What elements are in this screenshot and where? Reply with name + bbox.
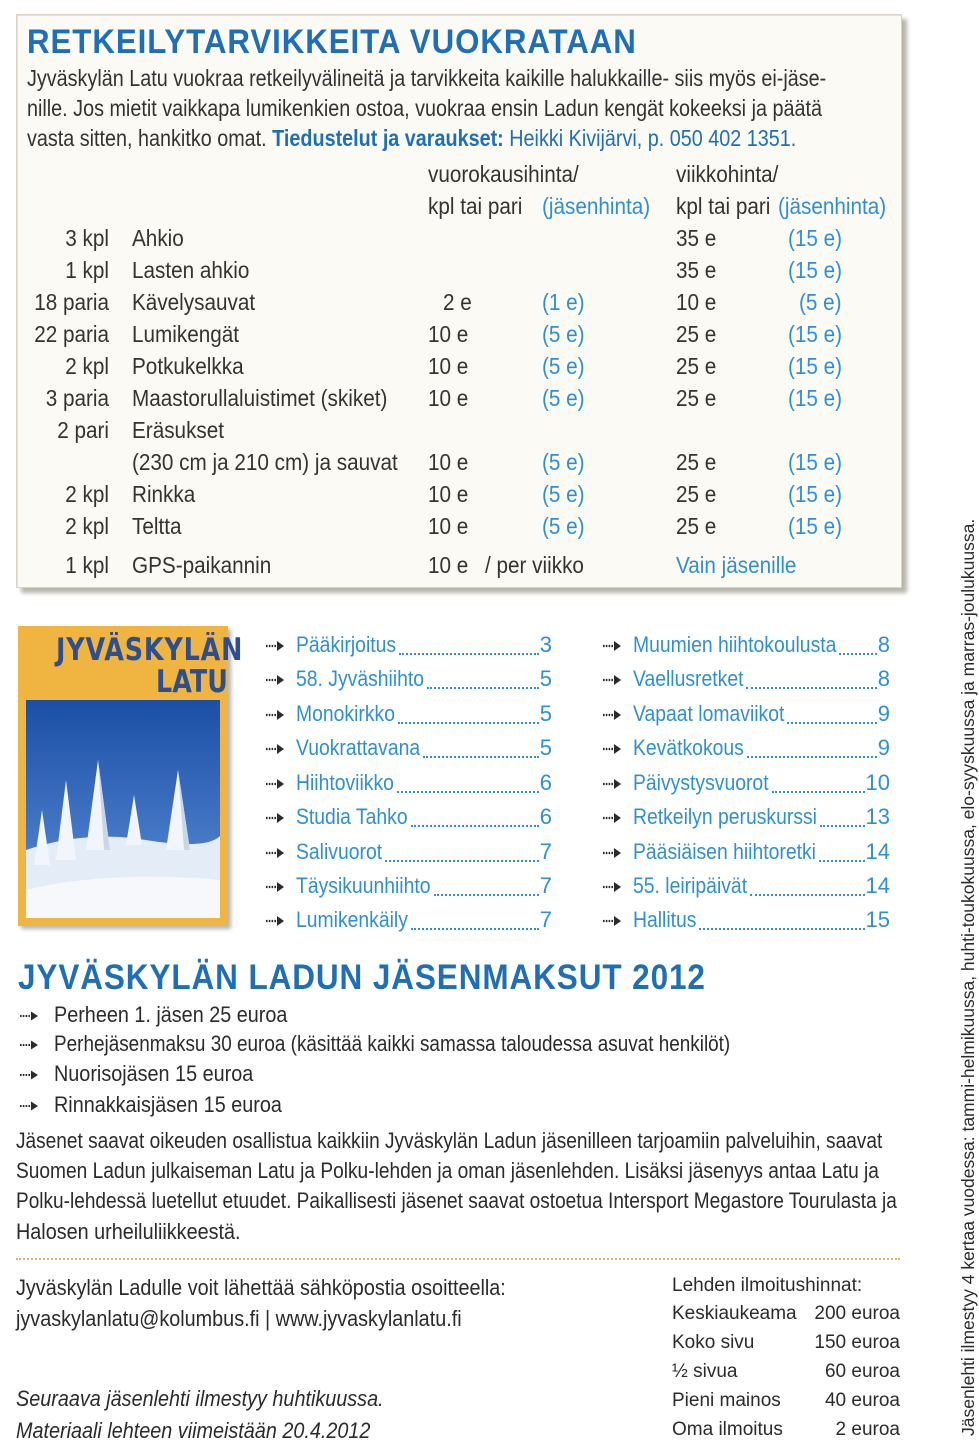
- header-daily-line2: kpl tai pari: [428, 193, 523, 219]
- toc-label: Muumien hiihtokoulusta: [633, 632, 837, 657]
- cover-title: JYVÄSKYLÄN: [56, 632, 244, 668]
- row-qty: 2 pari: [57, 417, 109, 443]
- arrow-right-icon: [601, 672, 623, 688]
- row-day-member: (5 e): [542, 481, 585, 507]
- row-qty: 3 kpl: [65, 225, 109, 251]
- row-item: (230 cm ja 210 cm) ja sauvat: [132, 449, 398, 475]
- toc-leader: [411, 804, 539, 827]
- row-qty: 2 kpl: [65, 353, 109, 379]
- toc-page-number: 9: [877, 701, 890, 726]
- toc-page-number: 5: [539, 666, 552, 691]
- arrow-right-icon: [264, 879, 286, 895]
- cover-photo: [26, 700, 220, 918]
- membership-body-line: Halosen urheiluliikkeestä.: [16, 1219, 241, 1244]
- row-qty: 22 paria: [34, 321, 110, 347]
- toc-label: Vuokrattavana: [296, 735, 421, 760]
- row-week-price: 25 e: [676, 513, 717, 539]
- ad-price: 40 euroa: [824, 1390, 900, 1411]
- row-qty: 18 paria: [34, 289, 110, 315]
- ad-type: ½ sivua: [672, 1361, 738, 1382]
- row-week-member: (15 e): [788, 225, 843, 251]
- arrow-right-icon: [601, 913, 623, 929]
- row-week-member: (15 e): [788, 321, 843, 347]
- toc-leader: [423, 735, 539, 758]
- row-item: Kävelysauvat: [132, 289, 256, 315]
- toc-page-number: 9: [877, 735, 890, 760]
- toc-page-number: 10: [865, 770, 890, 795]
- toc-page-number: 14: [865, 839, 890, 864]
- row-week-price: 35 e: [676, 257, 717, 283]
- ad-price: 2 euroa: [835, 1419, 900, 1440]
- toc-item[interactable]: [601, 632, 890, 660]
- contact-person: Heikki Kivijärvi, p. 050 402 1351.: [509, 125, 797, 151]
- row-week-price: 10 e: [676, 289, 717, 315]
- toc-item[interactable]: [264, 701, 552, 729]
- row-day-price: 10 e: [428, 321, 469, 347]
- row-day-price: 2 e: [443, 289, 472, 315]
- arrow-right-icon: [18, 1038, 40, 1052]
- ad-price: 60 euroa: [824, 1361, 900, 1382]
- row-week-price: 25 e: [676, 321, 717, 347]
- next-issue-note: Seuraava jäsenlehti ilmestyy huhtikuussa.: [16, 1386, 384, 1411]
- toc-item[interactable]: [264, 907, 552, 935]
- toc-item[interactable]: [264, 804, 552, 832]
- section-divider: [16, 1258, 900, 1260]
- toc-page-number: 14: [865, 873, 890, 898]
- arrow-right-icon: [601, 741, 623, 757]
- contact-text: Jyväskylän Ladulle voit lähettää sähköpostia osoitteella:: [16, 1275, 506, 1300]
- arrow-right-icon: [601, 638, 623, 654]
- toc-leader: [398, 701, 539, 724]
- contact-email-web[interactable]: jyvaskylanlatu@kolumbus.fi | www.jyvaskylanlatu.fi: [16, 1306, 462, 1331]
- row-day-member: (5 e): [542, 353, 585, 379]
- row-week-member: (15 e): [788, 481, 843, 507]
- gps-item: GPS-paikannin: [132, 552, 272, 578]
- inquiries-label: Tiedustelut ja varaukset:: [272, 125, 504, 151]
- toc-item[interactable]: [601, 701, 890, 729]
- toc-page-number: 6: [539, 770, 552, 795]
- toc-item[interactable]: [601, 770, 890, 798]
- toc-leader: [411, 907, 539, 930]
- row-week-member: (15 e): [788, 257, 843, 283]
- row-item: Maastorullaluistimet (skiket): [132, 385, 388, 411]
- fee-text: Perheen 1. jäsen 25 euroa: [54, 1002, 288, 1027]
- cover-subtitle: LATU: [156, 664, 228, 700]
- toc-label: Päivystysvuorot: [633, 770, 769, 795]
- toc-leader: [746, 666, 876, 689]
- toc-label: Monokirkko: [296, 701, 395, 726]
- row-week-member: (5 e): [799, 289, 842, 315]
- toc-leader: [699, 907, 864, 930]
- row-week-member: (15 e): [788, 353, 843, 379]
- toc-page-number: 5: [539, 701, 552, 726]
- arrow-right-icon: [18, 1099, 40, 1113]
- fee-text: Nuorisojäsen 15 euroa: [54, 1061, 254, 1086]
- row-item: Ahkio: [132, 225, 184, 251]
- deadline-note: Materiaali lehteen viimeistään 20.4.2012: [16, 1418, 371, 1443]
- arrow-right-icon: [264, 741, 286, 757]
- fee-text: Rinnakkaisjäsen 15 euroa: [54, 1092, 282, 1117]
- row-day-price: 10 e: [428, 385, 469, 411]
- toc-label: Studia Tahko: [296, 804, 408, 829]
- arrow-right-icon: [264, 707, 286, 723]
- intro-line-1: Jyväskylän Latu vuokraa retkeilyvälineitä ja tarvikkeita kaikille halukkaille- siis myös ei-jäse-: [27, 65, 827, 91]
- intro-line-3: vasta sitten, hankitko omat. Tiedustelut ja varaukset: Heikki Kivijärvi, p. 050 402 1351.: [27, 125, 797, 151]
- toc-label: Lumikenkäily: [296, 907, 408, 932]
- row-week-member: (15 e): [788, 385, 843, 411]
- gps-note: Vain jäsenille: [676, 552, 797, 578]
- toc-page-number: 13: [865, 804, 890, 829]
- row-day-member: (1 e): [542, 289, 585, 315]
- toc-page-number: 3: [539, 632, 552, 657]
- arrow-right-icon: [601, 776, 623, 792]
- row-item: Potkukelkka: [132, 353, 244, 379]
- row-qty: 2 kpl: [65, 513, 109, 539]
- row-day-member: (5 e): [542, 449, 585, 475]
- toc-leader: [747, 735, 877, 758]
- toc-item[interactable]: [601, 839, 890, 867]
- row-qty: 1 kpl: [65, 257, 109, 283]
- toc-label: Kevätkokous: [633, 735, 744, 760]
- toc-page-number: 6: [539, 804, 552, 829]
- row-item: Eräsukset: [132, 417, 225, 443]
- arrow-right-icon: [18, 1009, 40, 1023]
- toc-page-number: 7: [539, 839, 552, 864]
- row-qty: 3 paria: [45, 385, 109, 411]
- toc-label: Täysikuunhiihto: [296, 873, 431, 898]
- row-week-member: (15 e): [788, 449, 843, 475]
- fee-text: Perhejäsenmaksu 30 euroa (käsittää kaikki samassa taloudessa asuvat henkilöt): [54, 1031, 731, 1056]
- toc-item[interactable]: [601, 873, 890, 901]
- toc-label: 58. Jyväshiihto: [296, 666, 425, 691]
- gps-price: 10 e: [428, 552, 469, 578]
- toc-label: Pääsiäisen hiihtoretki: [633, 839, 816, 864]
- toc-item[interactable]: [264, 770, 552, 798]
- header-weekly-line1: viikkohinta/: [676, 161, 779, 187]
- ad-type: Koko sivu: [672, 1332, 755, 1353]
- arrow-right-icon: [264, 672, 286, 688]
- gps-qty: 1 kpl: [65, 552, 109, 578]
- arrow-right-icon: [264, 845, 286, 861]
- toc-leader: [385, 839, 539, 862]
- row-week-price: 35 e: [676, 225, 717, 251]
- row-item: Lumikengät: [132, 321, 240, 347]
- membership-title: JYVÄSKYLÄN LADUN JÄSENMAKSUT 2012: [18, 958, 706, 997]
- membership-body-line: Polku-lehdessä luetellut etuudet. Paikallisesti jäsenet saavat ostoetua Intersport Megastore Tourulasta ja: [16, 1188, 897, 1213]
- toc-item[interactable]: [601, 907, 890, 935]
- toc-leader: [839, 632, 876, 655]
- membership-body-line: Suomen Ladun julkaiseman Latu ja Polku-lehden ja oman jäsenlehden. Lisäksi jäsenyys antaa Latu ja: [16, 1158, 879, 1183]
- row-day-price: 10 e: [428, 481, 469, 507]
- row-day-member: (5 e): [542, 385, 585, 411]
- toc-item[interactable]: [601, 804, 890, 832]
- toc-label: Vaellusretket: [633, 666, 744, 691]
- toc-leader: [820, 804, 865, 827]
- toc-leader: [397, 770, 539, 793]
- toc-label: Hiihtoviikko: [296, 770, 394, 795]
- arrow-right-icon: [264, 776, 286, 792]
- toc-leader: [434, 873, 539, 896]
- row-week-price: 25 e: [676, 481, 717, 507]
- toc-leader: [427, 666, 539, 689]
- toc-item[interactable]: [264, 735, 552, 763]
- header-weekly-member: (jäsenhinta): [778, 193, 887, 219]
- gps-per: / per viikko: [485, 552, 584, 578]
- row-day-price: 10 e: [428, 353, 469, 379]
- toc-page-number: 7: [539, 907, 552, 932]
- toc-page-number: 15: [865, 907, 890, 932]
- toc-label: 55. leiripäivät: [633, 873, 748, 898]
- toc-leader: [399, 632, 539, 655]
- arrow-right-icon: [18, 1068, 40, 1082]
- arrow-right-icon: [601, 707, 623, 723]
- row-day-price: 10 e: [428, 513, 469, 539]
- toc-label: Vapaat lomaviikot: [633, 701, 785, 726]
- toc-item[interactable]: [601, 666, 890, 694]
- toc-label: Hallitus: [633, 907, 697, 932]
- row-day-member: (5 e): [542, 513, 585, 539]
- toc-label: Salivuorot: [296, 839, 383, 864]
- ad-type: Keskiaukeama: [672, 1303, 797, 1324]
- row-item: Rinkka: [132, 481, 196, 507]
- ad-price: 150 euroa: [814, 1332, 900, 1353]
- ad-price: 200 euroa: [814, 1303, 900, 1324]
- toc-label: Retkeilyn peruskurssi: [633, 804, 817, 829]
- ad-type: Oma ilmoitus: [672, 1419, 783, 1440]
- toc-page-number: 8: [877, 666, 890, 691]
- toc-item[interactable]: [264, 666, 552, 694]
- toc-item[interactable]: [601, 735, 890, 763]
- header-weekly-line2: kpl tai pari: [676, 193, 771, 219]
- row-week-price: 25 e: [676, 385, 717, 411]
- toc-item[interactable]: [264, 839, 552, 867]
- row-week-member: (15 e): [788, 513, 843, 539]
- row-day-member: (5 e): [542, 321, 585, 347]
- rental-title: RETKEILYTARVIKKEITA VUOKRATAAN: [27, 23, 637, 61]
- toc-leader: [819, 839, 865, 862]
- toc-page-number: 8: [877, 632, 890, 657]
- toc-page-number: 7: [539, 873, 552, 898]
- header-daily-member: (jäsenhinta): [542, 193, 651, 219]
- row-item: Teltta: [132, 513, 182, 539]
- header-daily-line1: vuorokausihinta/: [428, 161, 579, 187]
- arrow-right-icon: [601, 810, 623, 826]
- membership-body-line: Jäsenet saavat oikeuden osallistua kaikkiin Jyväskylän Ladun jäsenilleen tarjoamiin palveluihin, saavat: [16, 1128, 883, 1153]
- ad-type: Pieni mainos: [672, 1390, 781, 1411]
- magazine-cover: [18, 626, 244, 926]
- ad-prices-title: Lehden ilmoitushinnat:: [672, 1275, 863, 1296]
- arrow-right-icon: [264, 638, 286, 654]
- toc-item[interactable]: [264, 873, 552, 901]
- toc-label: Pääkirjoitus: [296, 632, 397, 657]
- toc-item[interactable]: [264, 632, 552, 660]
- intro-line-2: nille. Jos mietit vaikkapa lumikenkien ostoa, vuokraa ensin Ladun kengät kokeeksi ja päätä: [27, 95, 822, 121]
- publication-schedule: Jäsenlehti ilmestyy 4 kertaa vuodessa: tammi-helmikuussa, huhti-toukokuussa, elo-syyskuussa ja marras-joulukuussa.: [958, 518, 978, 1436]
- arrow-right-icon: [601, 879, 623, 895]
- row-week-price: 25 e: [676, 449, 717, 475]
- toc-leader: [750, 873, 864, 896]
- arrow-right-icon: [601, 845, 623, 861]
- row-week-price: 25 e: [676, 353, 717, 379]
- rental-box: [16, 14, 902, 588]
- row-day-price: 10 e: [428, 449, 469, 475]
- toc-leader: [787, 701, 876, 724]
- arrow-right-icon: [264, 810, 286, 826]
- arrow-right-icon: [264, 913, 286, 929]
- row-item: Lasten ahkio: [132, 257, 250, 283]
- row-qty: 2 kpl: [65, 481, 109, 507]
- toc-leader: [772, 770, 865, 793]
- toc-page-number: 5: [539, 735, 552, 760]
